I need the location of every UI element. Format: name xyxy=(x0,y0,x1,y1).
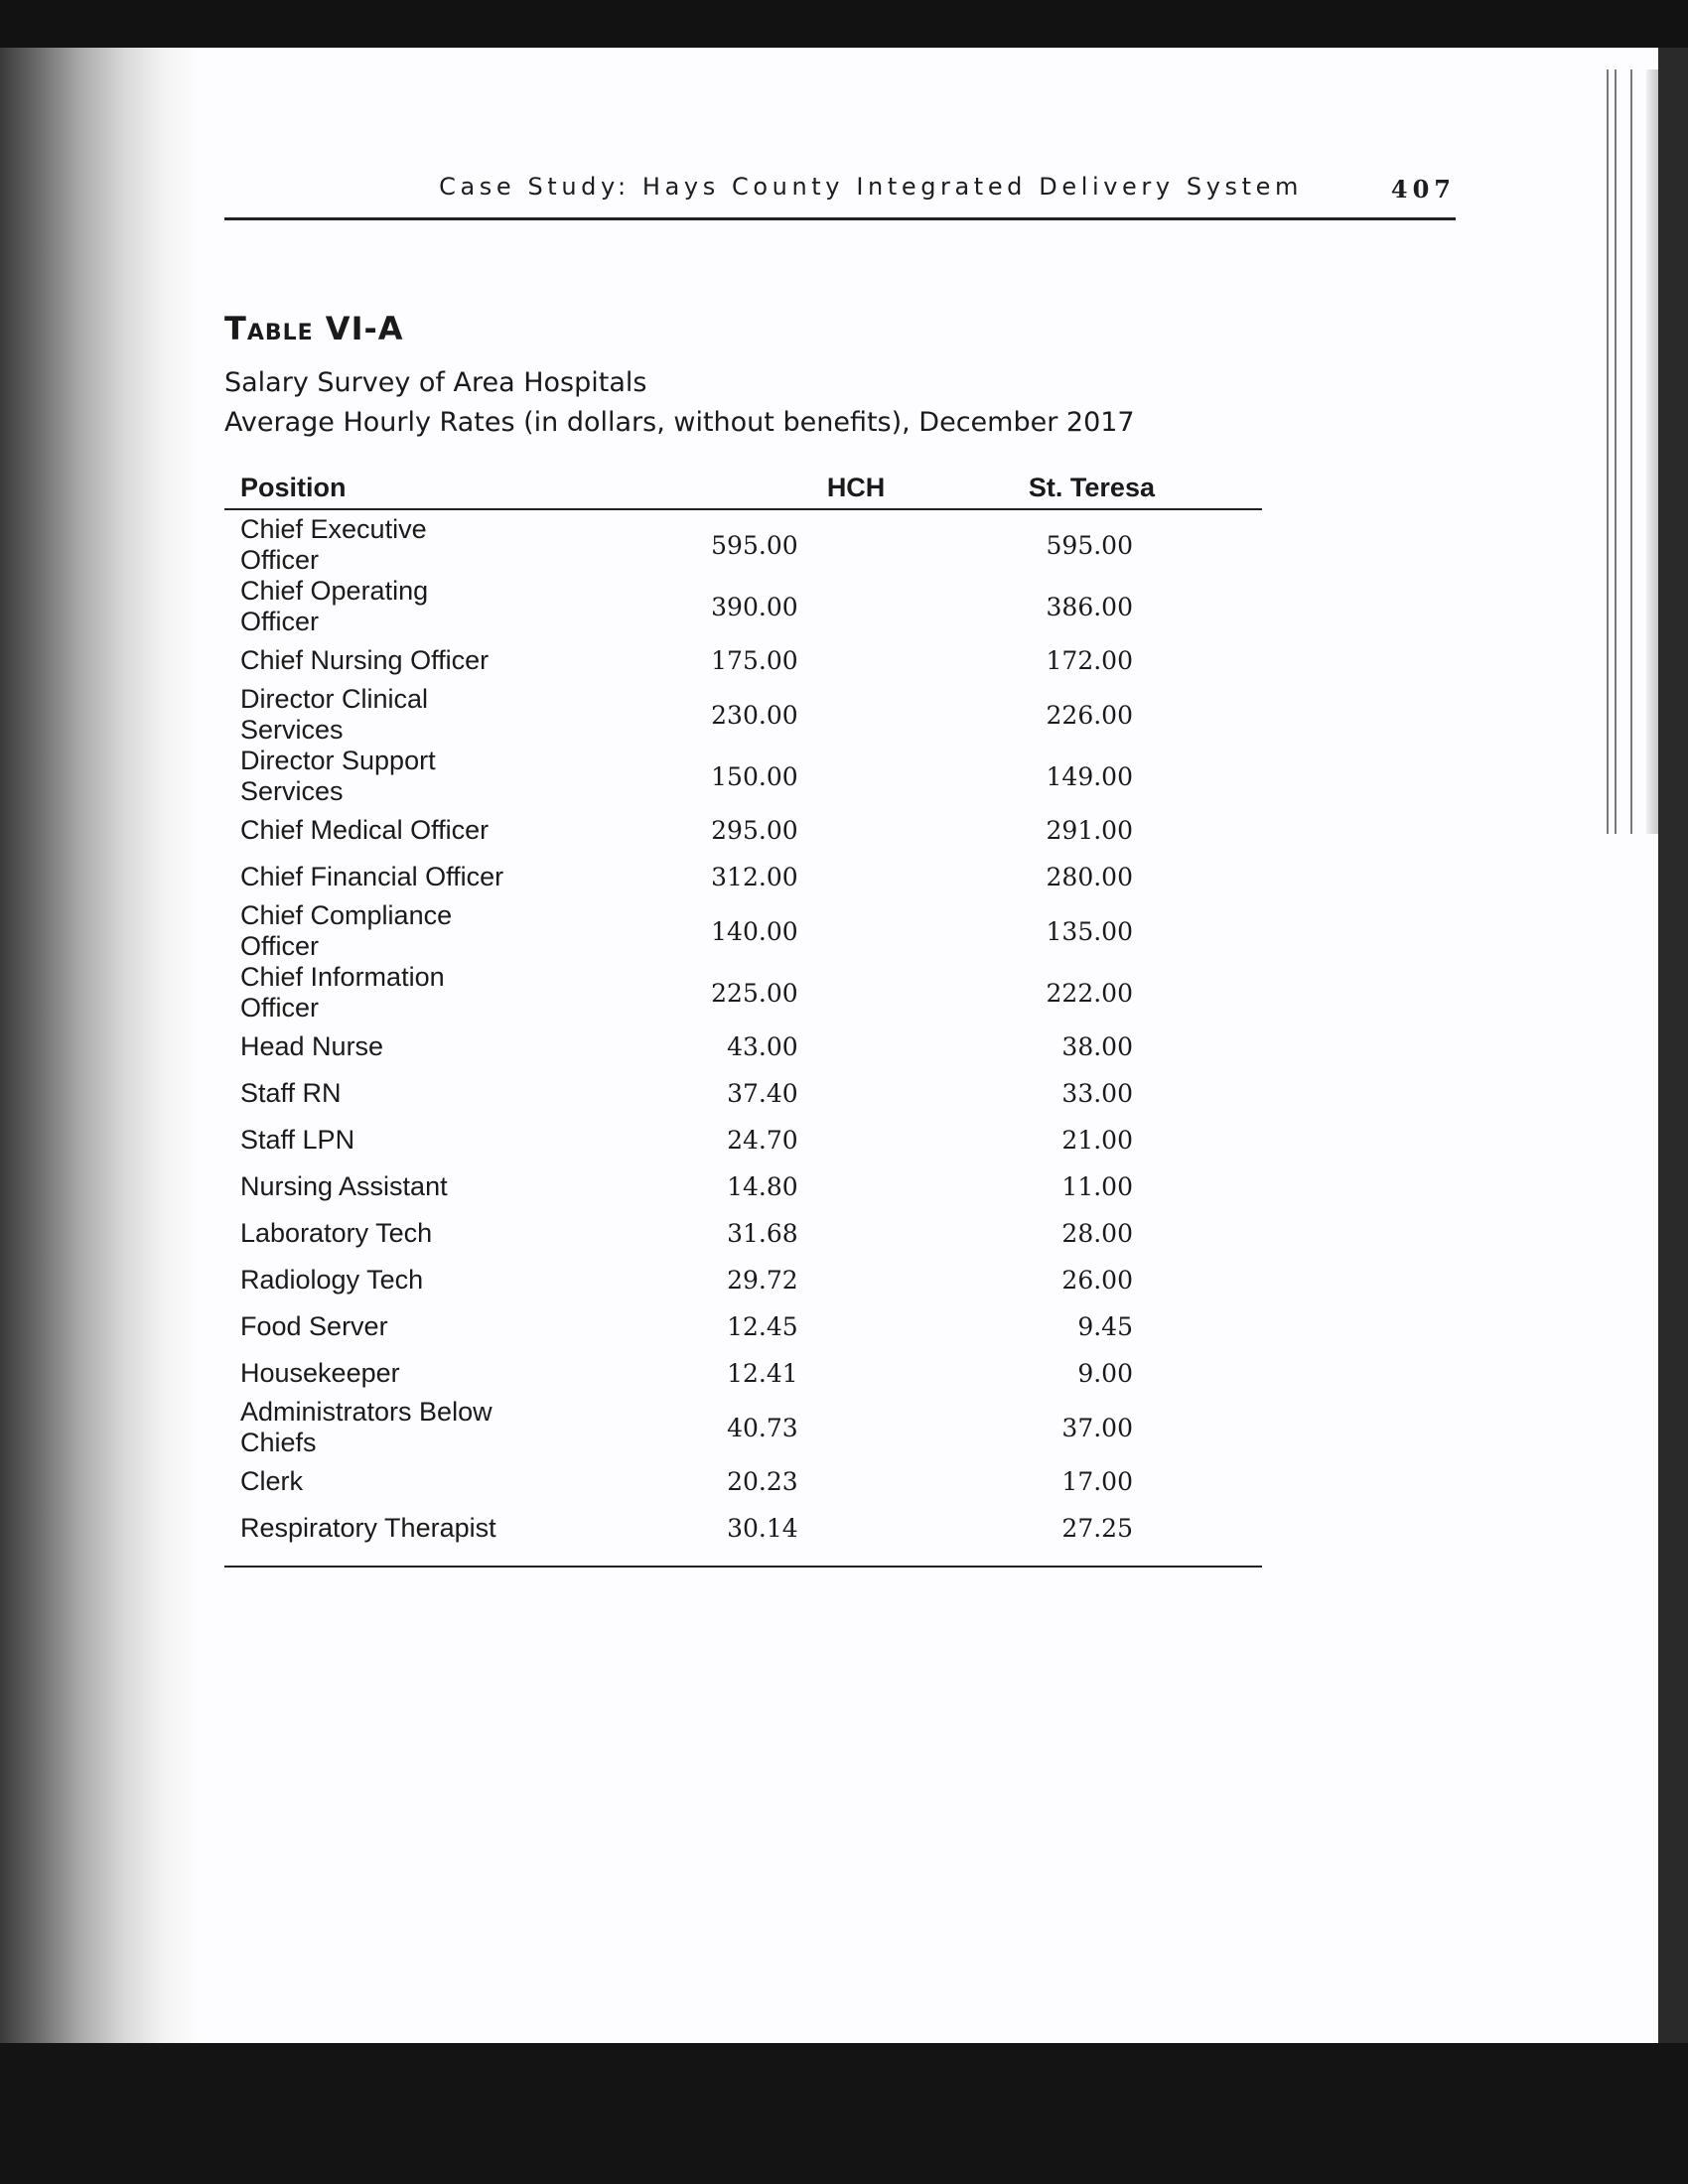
st-teresa-rate-cell xyxy=(947,807,1262,854)
hch-rate-value: 43.00 xyxy=(727,1032,798,1061)
hch-rate-cell xyxy=(506,900,946,962)
table-row xyxy=(224,576,1262,637)
st-teresa-rate-cell xyxy=(947,962,1262,1024)
st-teresa-rate-cell xyxy=(947,684,1262,746)
st-teresa-rate-value: 226.00 xyxy=(1046,700,1133,730)
hch-rate-value: 12.45 xyxy=(727,1312,798,1341)
hch-rate-value: 595.00 xyxy=(711,530,798,560)
header-rule xyxy=(224,217,1456,220)
hch-rate-cell xyxy=(506,746,946,807)
position-cell: Food Server xyxy=(240,1311,388,1341)
table-row xyxy=(224,509,1262,576)
position-cell: Clerk xyxy=(240,1466,304,1496)
table-row xyxy=(224,684,1262,746)
st-teresa-rate-value: 386.00 xyxy=(1046,592,1133,621)
table-row xyxy=(224,1024,1262,1070)
st-teresa-rate-value: 291.00 xyxy=(1046,816,1133,845)
hch-rate-value: 14.80 xyxy=(727,1172,798,1201)
table-row xyxy=(224,900,1262,962)
hch-rate-cell xyxy=(506,509,946,576)
position-cell: Staff RN xyxy=(240,1078,342,1108)
running-head xyxy=(224,173,1456,222)
hch-rate-cell xyxy=(506,1303,946,1350)
position-cell: Head Nurse xyxy=(240,1031,384,1061)
position-cell: Chief Nursing Officer xyxy=(240,645,490,675)
table-row xyxy=(224,1397,1262,1458)
column-header-hch: HCH xyxy=(506,467,946,509)
st-teresa-rate-cell xyxy=(947,1458,1262,1505)
st-teresa-rate-value: 149.00 xyxy=(1046,761,1133,791)
table-row xyxy=(224,1303,1262,1350)
hch-rate-value: 40.73 xyxy=(727,1413,798,1442)
st-teresa-rate-value: 28.00 xyxy=(1061,1219,1133,1248)
st-teresa-rate-value: 222.00 xyxy=(1046,978,1133,1008)
hch-rate-cell xyxy=(506,1117,946,1163)
position-cell: Radiology Tech xyxy=(240,1265,424,1295)
st-teresa-rate-value: 37.00 xyxy=(1061,1413,1133,1442)
hch-rate-value: 31.68 xyxy=(727,1219,798,1248)
table-row xyxy=(224,962,1262,1024)
st-teresa-rate-value: 135.00 xyxy=(1046,916,1133,946)
hch-rate-value: 225.00 xyxy=(711,978,798,1008)
table-label: Table VI-A xyxy=(224,310,404,347)
hch-rate-value: 295.00 xyxy=(711,816,798,845)
hch-rate-value: 390.00 xyxy=(711,592,798,621)
st-teresa-rate-cell xyxy=(947,637,1262,684)
table-row xyxy=(224,1070,1262,1117)
hch-rate-cell xyxy=(506,684,946,746)
st-teresa-rate-value: 9.45 xyxy=(1077,1312,1133,1341)
table-heading xyxy=(224,310,1135,443)
scan-top-border xyxy=(0,0,1688,55)
st-teresa-rate-cell xyxy=(947,900,1262,962)
position-cell: Chief Compliance Officer xyxy=(240,900,453,961)
table-row xyxy=(224,1163,1262,1210)
spine-shadow xyxy=(0,48,199,2045)
table-row xyxy=(224,1257,1262,1303)
hch-rate-cell xyxy=(506,1024,946,1070)
column-header-position: Position xyxy=(224,467,506,509)
hch-rate-cell xyxy=(506,962,946,1024)
table-body xyxy=(224,509,1262,1567)
st-teresa-rate-cell xyxy=(947,576,1262,637)
st-teresa-rate-value: 11.00 xyxy=(1061,1172,1133,1201)
hch-rate-cell xyxy=(506,1210,946,1257)
st-teresa-rate-cell xyxy=(947,1163,1262,1210)
hch-rate-cell xyxy=(506,854,946,900)
hch-rate-cell xyxy=(506,576,946,637)
hch-rate-cell xyxy=(506,1458,946,1505)
table-subtitle: Salary Survey of Area Hospitals xyxy=(224,367,647,398)
position-cell: Director Support Services xyxy=(240,746,436,806)
st-teresa-rate-value: 27.25 xyxy=(1061,1514,1133,1543)
st-teresa-rate-value: 21.00 xyxy=(1061,1126,1133,1155)
table-header-row xyxy=(224,467,1262,509)
st-teresa-rate-cell xyxy=(947,1303,1262,1350)
hch-rate-cell xyxy=(506,1505,946,1567)
st-teresa-rate-value: 595.00 xyxy=(1046,530,1133,560)
position-cell: Chief Financial Officer xyxy=(240,862,504,891)
hch-rate-value: 37.40 xyxy=(727,1079,798,1108)
position-cell: Laboratory Tech xyxy=(240,1218,433,1248)
st-teresa-rate-cell xyxy=(947,854,1262,900)
table-row xyxy=(224,1210,1262,1257)
st-teresa-rate-value: 280.00 xyxy=(1046,863,1133,891)
hch-rate-value: 140.00 xyxy=(711,916,798,946)
st-teresa-rate-cell xyxy=(947,1024,1262,1070)
hch-rate-value: 230.00 xyxy=(711,700,798,730)
page-edge-lines xyxy=(1607,69,1658,834)
hch-rate-cell xyxy=(506,1257,946,1303)
position-cell: Respiratory Therapist xyxy=(224,1505,506,1567)
st-teresa-rate-cell xyxy=(947,746,1262,807)
position-cell: Chief Medical Officer xyxy=(240,815,490,845)
position-cell: Housekeeper xyxy=(240,1358,400,1388)
st-teresa-rate-value: 17.00 xyxy=(1061,1467,1133,1496)
hch-rate-value: 29.72 xyxy=(727,1266,798,1295)
hch-rate-value: 175.00 xyxy=(711,646,798,675)
table-row xyxy=(224,807,1262,854)
position-cell: Administrators Below Chiefs xyxy=(240,1397,492,1457)
hch-rate-cell xyxy=(506,1070,946,1117)
running-head-title: Case Study: Hays County Integrated Delivery System xyxy=(439,173,1303,201)
st-teresa-rate-cell xyxy=(947,1397,1262,1458)
hch-rate-value: 12.41 xyxy=(727,1359,798,1388)
table-row xyxy=(224,1458,1262,1505)
hch-rate-value: 20.23 xyxy=(727,1467,798,1496)
st-teresa-rate-value: 172.00 xyxy=(1046,646,1133,675)
st-teresa-rate-cell xyxy=(947,1210,1262,1257)
table-row xyxy=(224,637,1262,684)
table-row xyxy=(224,1117,1262,1163)
st-teresa-rate-cell xyxy=(947,1257,1262,1303)
hch-rate-cell xyxy=(506,1397,946,1458)
st-teresa-rate-cell xyxy=(947,1070,1262,1117)
page-number: 407 xyxy=(1390,175,1456,204)
table-row xyxy=(224,1505,1262,1567)
table-row xyxy=(224,1350,1262,1397)
st-teresa-rate-cell xyxy=(947,509,1262,576)
position-cell: Staff LPN xyxy=(240,1125,355,1155)
hch-rate-cell xyxy=(506,1163,946,1210)
st-teresa-rate-value: 9.00 xyxy=(1077,1359,1133,1388)
hch-rate-cell xyxy=(506,637,946,684)
hch-rate-value: 30.14 xyxy=(727,1514,798,1543)
st-teresa-rate-value: 33.00 xyxy=(1061,1079,1133,1108)
hch-rate-value: 312.00 xyxy=(711,863,798,891)
table-subtitle-detail: Average Hourly Rates (in dollars, without benefits), December 2017 xyxy=(224,407,1135,438)
st-teresa-rate-value: 38.00 xyxy=(1061,1032,1133,1061)
hch-rate-cell xyxy=(506,807,946,854)
st-teresa-rate-value: 26.00 xyxy=(1061,1266,1133,1295)
position-cell: Chief Executive Officer xyxy=(240,514,427,575)
table-row xyxy=(224,746,1262,807)
column-header-st-teresa: St. Teresa xyxy=(947,467,1262,509)
position-cell: Nursing Assistant xyxy=(240,1171,448,1201)
st-teresa-rate-cell xyxy=(947,1505,1262,1567)
salary-table xyxy=(224,467,1262,1568)
position-cell: Chief Operating Officer xyxy=(240,576,429,636)
scan-right-border xyxy=(1658,48,1688,2045)
scan-bottom-border xyxy=(0,2043,1688,2184)
position-cell: Director Clinical Services xyxy=(240,684,429,745)
st-teresa-rate-cell xyxy=(947,1350,1262,1397)
st-teresa-rate-cell xyxy=(947,1117,1262,1163)
hch-rate-cell xyxy=(506,1350,946,1397)
table-row xyxy=(224,854,1262,900)
position-cell: Chief Information Officer xyxy=(240,962,445,1023)
hch-rate-value: 150.00 xyxy=(711,761,798,791)
hch-rate-value: 24.70 xyxy=(727,1126,798,1155)
